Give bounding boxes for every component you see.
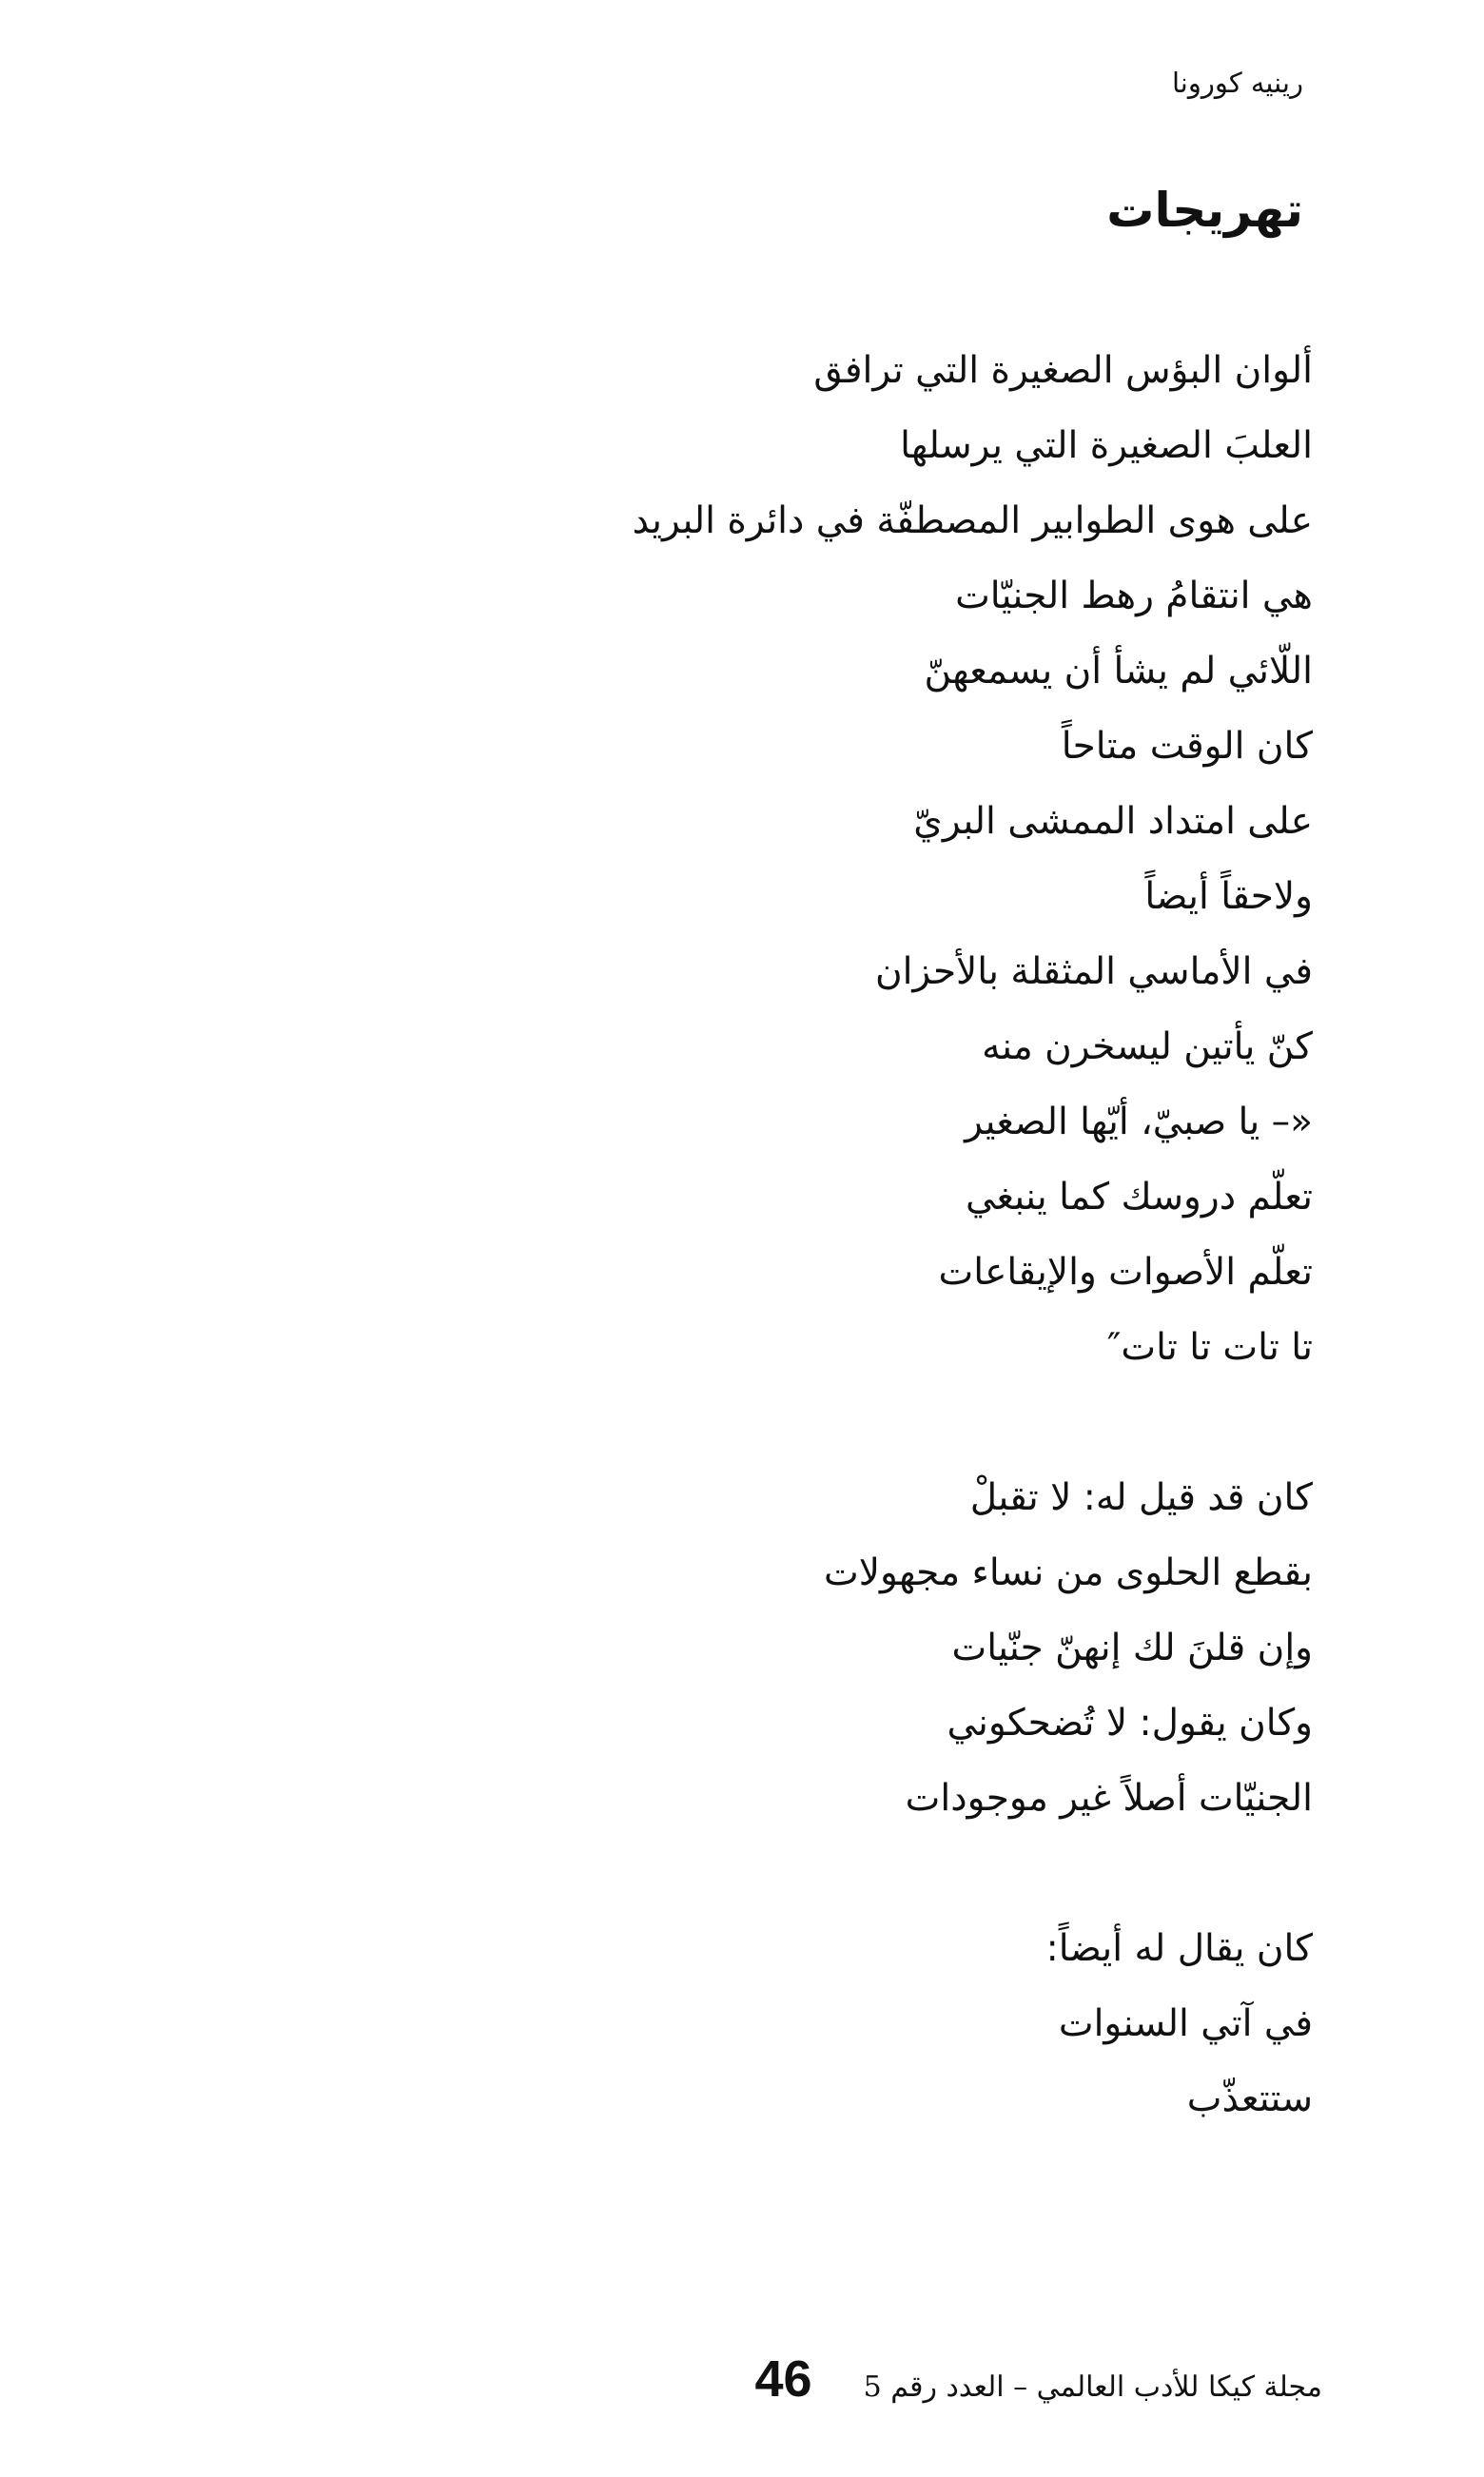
stanza-break [361,1385,1313,1460]
poem-line: وإن قلنَ لك إنهنّ جنّيات [951,1627,1313,1669]
poem-line: الجنيّات أصلاً غير موجودات [905,1777,1313,1820]
poem-line: كان الوقت متاحاً [1061,725,1313,768]
poem-line: تعلّم الأصوات والإيقاعات [938,1251,1313,1294]
poem-line: تعلّم دروسك كما ينبغي [965,1176,1313,1219]
poem-line: ألوان البؤس الصغيرة التي ترافق [813,349,1313,392]
running-header-author: رينيه كورونا [1171,67,1303,99]
stanza-3 [361,1911,1313,2136]
poem-line: على امتداد الممشى البريّ [913,800,1313,843]
poem-line: كان قد قيل له: لا تقبلْ [969,1476,1313,1519]
poem-line: هي انتقامُ رهط الجنيّات [955,575,1313,617]
poem-line: اللّائي لم يشأ أن يسمعهنّ [924,650,1313,692]
poem-body [361,333,1313,2136]
poem-line: بقطع الحلوى من نساء مجهولات [824,1551,1313,1594]
poem-line: على هوى الطوابير المصطفّة في دائرة البريد [632,499,1313,542]
poem-line: كان يقال له أيضاً: [1045,1927,1313,1970]
journal-name: مجلة كيكا للأدب العالمي – العدد رقم 5 [863,2370,1322,2404]
stanza-break [361,1836,1313,1911]
poem-line: «– يا صبيّ، أيّها الصغير [965,1101,1313,1143]
poem-line: كنّ يأتين ليسخرن منه [982,1025,1313,1068]
stanza-1 [361,333,1313,1385]
poem-title: تهريجات [1106,183,1303,238]
poem-line: العلبَ الصغيرة التي يرسلها [900,424,1313,467]
poem-line: تا تات تا تات″ [1106,1326,1313,1369]
page-number: 46 [754,2350,812,2408]
poem-line: ستتعذّب [1186,2077,1313,2120]
poem-line: وكان يقول: لا تُضحكوني [947,1702,1313,1745]
stanza-2 [361,1460,1313,1836]
poem-line: في الأماسي المثقلة بالأحزان [874,950,1313,993]
poem-line: ولاحقاً أيضاً [1144,875,1313,918]
page-footer [755,2350,1323,2409]
poem-line: في آتي السنوات [1058,2002,1313,2045]
